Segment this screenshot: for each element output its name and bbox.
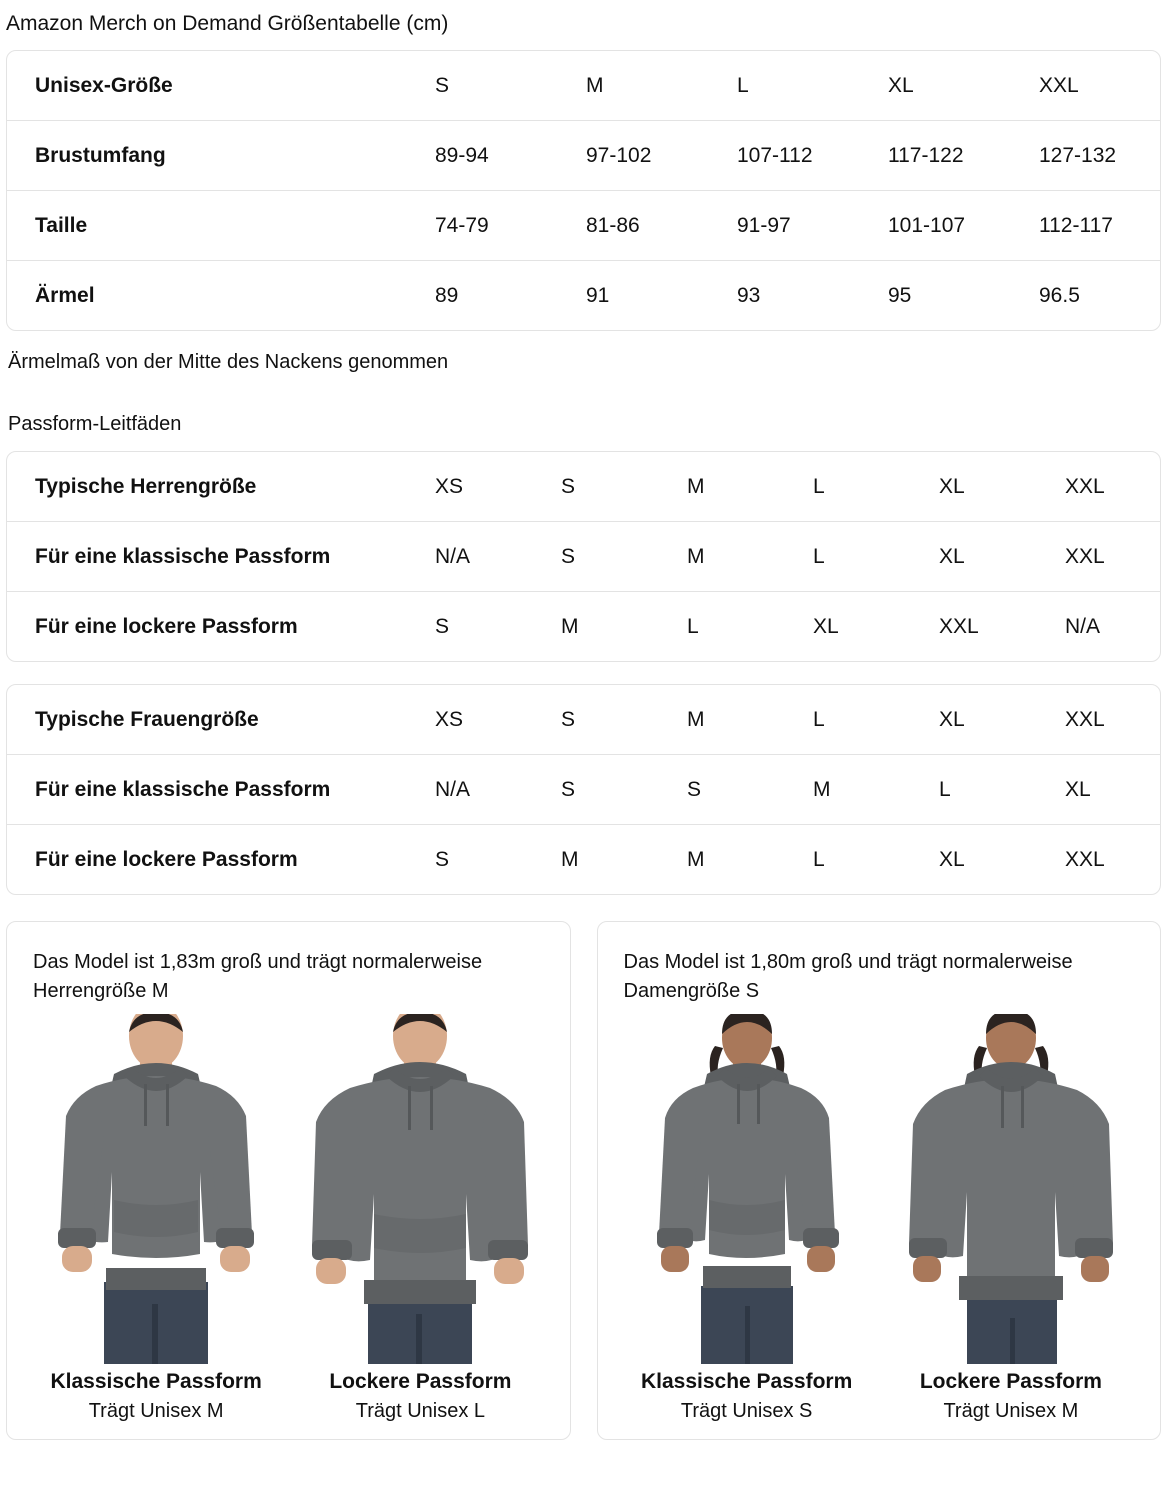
cell: XL bbox=[1037, 755, 1161, 825]
cell: S bbox=[407, 51, 558, 121]
cell: 91-97 bbox=[709, 191, 860, 261]
model-caption: Das Model ist 1,83m groß und trägt normalerweise Herrengröße M bbox=[33, 951, 483, 1002]
cell: XL bbox=[911, 685, 1037, 755]
cell: XXL bbox=[1037, 522, 1161, 592]
table-row bbox=[7, 121, 1161, 191]
page-title: Amazon Merch on Demand Größentabelle (cm) bbox=[6, 12, 449, 35]
fit-label: Lockere Passform bbox=[329, 1370, 512, 1393]
table-row bbox=[7, 452, 1161, 522]
row-label: Für eine lockere Passform bbox=[35, 847, 298, 871]
cell: XL bbox=[860, 51, 1011, 121]
female-hoodie-classic-image bbox=[620, 1014, 874, 1364]
wears-label: Trägt Unisex M bbox=[88, 1400, 224, 1422]
cell: XL bbox=[911, 452, 1037, 522]
table-row bbox=[7, 685, 1161, 755]
cell: M bbox=[785, 755, 911, 825]
cell: M bbox=[687, 847, 705, 871]
cell: M bbox=[561, 847, 579, 871]
fit-chart-women-table bbox=[7, 685, 1161, 894]
model-caption: Das Model ist 1,80m groß und trägt normalerweise Damengröße S bbox=[623, 951, 1073, 1002]
sleeve-measure-note: Ärmelmaß von der Mitte des Nackens genommen bbox=[8, 351, 449, 373]
row-label: Typische Frauengröße bbox=[7, 685, 407, 755]
cell: M bbox=[659, 522, 785, 592]
cell: 93 bbox=[737, 283, 761, 307]
fit-label: Lockere Passform bbox=[919, 1370, 1102, 1393]
cell: L bbox=[785, 452, 911, 522]
cell: XL bbox=[939, 847, 965, 871]
cell: 112-117 bbox=[1011, 191, 1161, 261]
cell: M bbox=[659, 685, 785, 755]
row-label: Ärmel bbox=[35, 283, 95, 307]
cell: S bbox=[533, 755, 659, 825]
size-chart-card bbox=[6, 50, 1161, 331]
row-label: Für eine klassische Passform bbox=[7, 755, 407, 825]
row-label: Für eine klassische Passform bbox=[7, 522, 407, 592]
cell: M bbox=[659, 452, 785, 522]
cell: 127-132 bbox=[1011, 121, 1161, 191]
cell: XXL bbox=[1065, 847, 1105, 871]
fit-guides-label: Passform-Leitfäden bbox=[8, 413, 182, 435]
figure-female-classic bbox=[620, 1014, 874, 1423]
row-label: Typische Herrengröße bbox=[7, 452, 407, 522]
cell: S bbox=[435, 614, 450, 638]
table-row bbox=[7, 191, 1161, 261]
male-hoodie-classic-image bbox=[29, 1014, 283, 1364]
figure-male-classic bbox=[29, 1014, 283, 1423]
fit-label: Klassische Passform bbox=[640, 1370, 853, 1393]
cell: 96.5 bbox=[1039, 283, 1080, 307]
cell: XXL bbox=[1037, 685, 1161, 755]
table-row bbox=[7, 51, 1161, 121]
cell: 101-107 bbox=[860, 191, 1011, 261]
table-row bbox=[7, 755, 1161, 825]
cell: S bbox=[533, 685, 659, 755]
figure-male-relaxed bbox=[293, 1014, 547, 1423]
cell: S bbox=[533, 522, 659, 592]
cell: L bbox=[785, 522, 911, 592]
cell: M bbox=[561, 614, 579, 638]
cell: L bbox=[911, 755, 1037, 825]
cell: L bbox=[785, 685, 911, 755]
cell: 95 bbox=[888, 283, 912, 307]
cell: XS bbox=[407, 685, 533, 755]
cell: M bbox=[558, 51, 709, 121]
fit-chart-women-card bbox=[6, 684, 1161, 895]
cell: 74-79 bbox=[407, 191, 558, 261]
cell: 89-94 bbox=[407, 121, 558, 191]
row-label: Brustumfang bbox=[7, 121, 407, 191]
fit-label: Klassische Passform bbox=[50, 1370, 262, 1393]
cell: XL bbox=[911, 522, 1037, 592]
cell: N/A bbox=[407, 755, 533, 825]
model-cards-row bbox=[6, 921, 1161, 1440]
table-row bbox=[7, 592, 1161, 662]
cell: L bbox=[813, 847, 825, 871]
cell: 107-112 bbox=[709, 121, 860, 191]
cell: XXL bbox=[1037, 452, 1161, 522]
model-card-men bbox=[6, 921, 571, 1440]
wears-label: Trägt Unisex M bbox=[943, 1400, 1079, 1422]
model-card-women bbox=[597, 921, 1162, 1440]
cell: L bbox=[687, 614, 699, 638]
cell: N/A bbox=[407, 522, 533, 592]
table-row bbox=[7, 261, 1161, 331]
female-hoodie-relaxed-image bbox=[884, 1014, 1138, 1364]
cell: 91 bbox=[586, 283, 610, 307]
cell: S bbox=[435, 847, 450, 871]
fit-chart-men-card bbox=[6, 451, 1161, 662]
figure-female-relaxed bbox=[884, 1014, 1138, 1423]
fit-chart-men-table bbox=[7, 452, 1161, 661]
wears-label: Trägt Unisex L bbox=[355, 1400, 486, 1422]
figure-group bbox=[29, 1014, 548, 1423]
table-row bbox=[7, 522, 1161, 592]
cell: XS bbox=[407, 452, 533, 522]
wears-label: Trägt Unisex S bbox=[680, 1400, 813, 1422]
row-label: Unisex-Größe bbox=[7, 51, 407, 121]
cell: XXL bbox=[1011, 51, 1161, 121]
cell: 89 bbox=[435, 283, 459, 307]
cell: L bbox=[709, 51, 860, 121]
row-label: Taille bbox=[7, 191, 407, 261]
cell: S bbox=[659, 755, 785, 825]
cell: N/A bbox=[1065, 614, 1101, 638]
figure-group bbox=[620, 1014, 1139, 1423]
row-label: Für eine lockere Passform bbox=[35, 614, 298, 638]
cell: 117-122 bbox=[860, 121, 1011, 191]
cell: 81-86 bbox=[558, 191, 709, 261]
cell: 97-102 bbox=[558, 121, 709, 191]
cell: XXL bbox=[939, 614, 979, 638]
size-chart-table bbox=[7, 51, 1161, 330]
male-hoodie-relaxed-image bbox=[293, 1014, 547, 1364]
table-row bbox=[7, 825, 1161, 895]
cell: S bbox=[533, 452, 659, 522]
cell: XL bbox=[813, 614, 839, 638]
